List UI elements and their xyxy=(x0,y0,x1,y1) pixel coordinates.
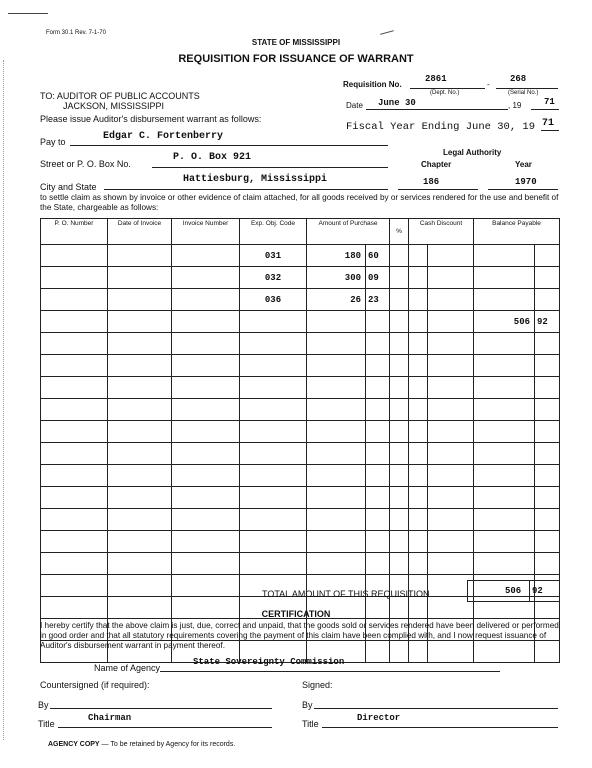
right-title-value: Director xyxy=(357,713,401,723)
top-mark-2 xyxy=(380,30,394,35)
dept-no-caption: (Dept. No.) xyxy=(430,90,460,96)
legal-authority-label: Legal Authority xyxy=(443,148,502,157)
city-value: Hattiesburg, Mississippi xyxy=(183,174,328,185)
certification-text: I hereby certify that the above claim is just, due, correct and unpaid, that the goods sold or services rendered have been delivered or performed in good order and that all statutory requirements covering the payment of this claim have been complied with, and I now request issuance of Auditor's disbursement warrant in payment thereof. xyxy=(40,621,559,650)
legal-year-label: Year xyxy=(515,160,532,169)
total-dollars: 506 xyxy=(505,586,522,596)
date-year-line xyxy=(531,109,559,110)
row-2-cents: 09 xyxy=(366,267,390,289)
serial-no-caption: (Serial No.) xyxy=(508,90,539,96)
signed-label: Signed: xyxy=(302,680,333,690)
table-row xyxy=(41,311,560,333)
footer-agency-copy: AGENCY COPY xyxy=(48,741,100,748)
footer-rest: — To be retained by Agency for its records. xyxy=(99,741,236,748)
requisition-dept-line xyxy=(410,88,485,89)
fiscal-year-line xyxy=(541,130,559,131)
requisition-serial-line xyxy=(496,88,558,89)
pay-to-line xyxy=(70,145,388,146)
fiscal-year-value: 71 xyxy=(542,118,555,129)
row-2-code: 032 xyxy=(240,267,307,289)
margin-dots xyxy=(3,60,4,740)
row-1-code: 031 xyxy=(240,245,307,267)
title-label-right: Title xyxy=(302,719,319,729)
date-line xyxy=(366,109,508,110)
chapter-line xyxy=(398,189,478,190)
total-label: TOTAL AMOUNT OF THIS REQUISITION . . . xyxy=(262,589,445,599)
requisition-dept-no: 2861 xyxy=(425,74,447,84)
table-row xyxy=(41,377,560,399)
to-line-2: JACKSON, MISSISSIPPI xyxy=(63,101,165,111)
by-label-right: By xyxy=(302,700,313,710)
balance-cents: 92 xyxy=(535,311,560,333)
by-line-left xyxy=(50,708,272,709)
table-row xyxy=(41,289,560,311)
total-cents: 92 xyxy=(532,586,543,596)
footer-note xyxy=(48,741,235,748)
legal-year-value: 1970 xyxy=(515,177,537,187)
col-amount-header: Amount of Purchase xyxy=(307,219,390,245)
form-title: REQUISITION FOR ISSUANCE OF WARRANT xyxy=(178,53,414,65)
row-1-cents: 60 xyxy=(366,245,390,267)
table-row xyxy=(41,267,560,289)
col-po-header: P. O. Number xyxy=(41,219,108,245)
top-mark xyxy=(8,13,48,14)
title-line-right xyxy=(322,727,558,728)
table-row xyxy=(41,355,560,377)
col-pct-header: % xyxy=(390,219,409,245)
settle-text: to settle claim as shown by invoice or other evidence of claim attached, for all goods received by or services rendered for the use and benefit of the State, chargeable as follows: xyxy=(40,193,559,212)
fiscal-year-label: Fiscal Year Ending June 30, 19 xyxy=(346,121,536,133)
pay-to-value: Edgar C. Fortenberry xyxy=(103,131,224,142)
table-row xyxy=(41,465,560,487)
left-title-value: Chairman xyxy=(88,713,132,723)
form-number: Form 30.1 Rev. 7-1-70 xyxy=(46,30,106,36)
to-line-1: TO: AUDITOR OF PUBLIC ACCOUNTS xyxy=(40,91,200,101)
street-label: Street or P. O. Box No. xyxy=(40,159,131,169)
title-label-left: Title xyxy=(38,719,55,729)
col-exp-obj-header: Exp. Obj. Code xyxy=(240,219,307,245)
row-3-dollars: 26 xyxy=(307,289,366,311)
table-row xyxy=(41,531,560,553)
requisition-label: Requisition No. xyxy=(343,80,402,89)
agency-value: State Sovereignty Commission xyxy=(193,657,345,667)
agency-line xyxy=(160,671,500,672)
date-year: 71 xyxy=(544,97,555,107)
certification-heading: CERTIFICATION xyxy=(261,609,331,619)
requisition-serial-no: 268 xyxy=(510,74,527,84)
col-balance-header: Balance Payable xyxy=(474,219,560,245)
state-heading: STATE OF MISSISSIPPI xyxy=(251,38,341,47)
balance-dollars: 506 xyxy=(474,311,535,333)
street-line xyxy=(152,167,388,168)
table-row xyxy=(41,421,560,443)
legal-chapter-label: Chapter xyxy=(421,160,452,169)
total-box-divider xyxy=(529,580,530,601)
table-row xyxy=(41,487,560,509)
countersigned-label: Countersigned (if required): xyxy=(40,680,150,690)
date-label: Date xyxy=(346,101,363,110)
table-row xyxy=(41,553,560,575)
street-value: P. O. Box 921 xyxy=(173,152,252,163)
by-label-left: By xyxy=(38,700,49,710)
table-row xyxy=(41,333,560,355)
pay-to-label: Pay to xyxy=(40,137,66,147)
table-row xyxy=(41,443,560,465)
row-3-code: 036 xyxy=(240,289,307,311)
city-line xyxy=(104,189,388,190)
col-invoice-header: Invoice Number xyxy=(172,219,240,245)
row-2-dollars: 300 xyxy=(307,267,366,289)
by-line-right xyxy=(314,708,558,709)
title-line-left xyxy=(58,727,272,728)
table-row xyxy=(41,399,560,421)
table-row xyxy=(41,509,560,531)
to-line-3: Please issue Auditor's disbursement warrant as follows: xyxy=(40,114,262,124)
col-date-header: Date of Invoice xyxy=(108,219,172,245)
city-label: City and State xyxy=(40,182,97,192)
requisition-dash: - xyxy=(487,80,490,89)
date-year-prefix: , 19 xyxy=(508,101,522,110)
row-3-cents: 23 xyxy=(366,289,390,311)
col-discount-header: Cash Discount xyxy=(409,219,474,245)
row-1-dollars: 180 xyxy=(307,245,366,267)
date-value: June 30 xyxy=(378,98,416,108)
legal-year-line xyxy=(488,189,558,190)
table-row xyxy=(41,245,560,267)
agency-label: Name of Agency xyxy=(94,663,161,673)
legal-chapter-value: 186 xyxy=(423,177,440,187)
